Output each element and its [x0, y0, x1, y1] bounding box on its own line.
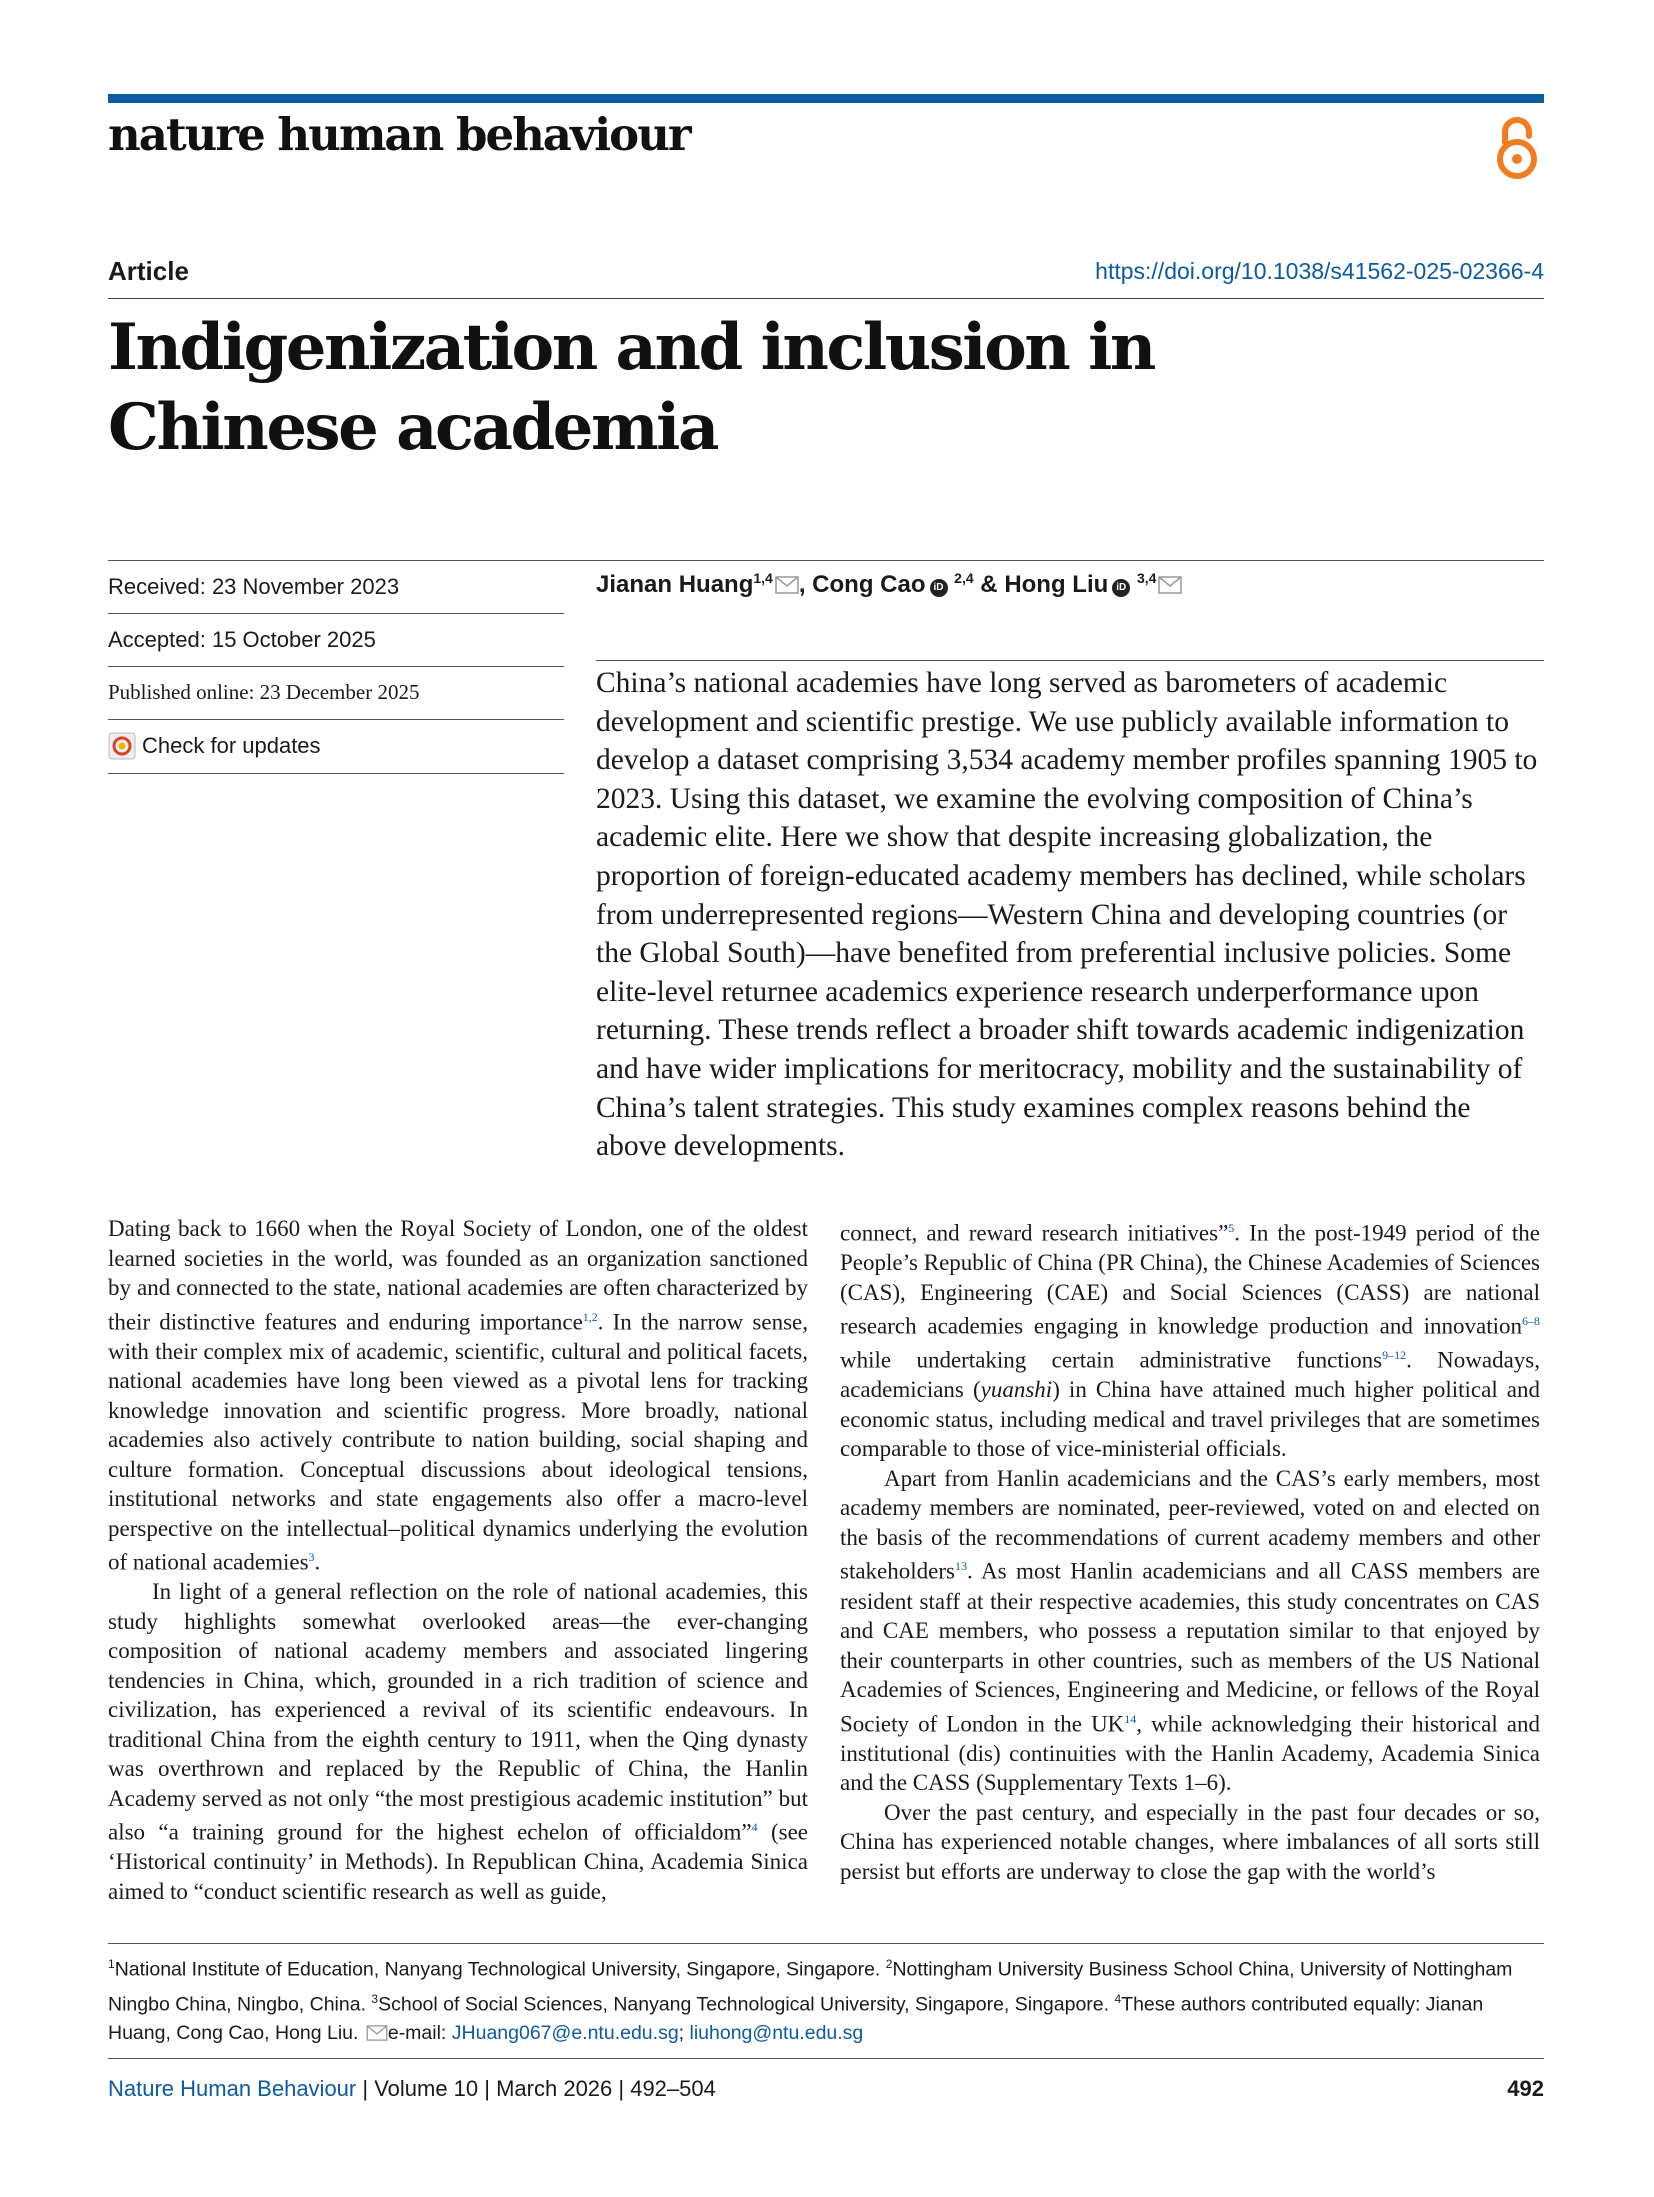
citation-link[interactable]: 13	[954, 1559, 967, 1574]
body-text: ) in China have attained much higher political and economic status, including medical and travel privileges that are sometimes comparable to those of vice-ministerial officials.	[840, 1377, 1541, 1462]
affiliation-number: 4	[1114, 1991, 1122, 2006]
divider	[108, 560, 1544, 561]
citation-link[interactable]: 1,2	[582, 1309, 598, 1324]
body-text: connect, and reward research initiatives”	[840, 1220, 1229, 1246]
affiliations	[108, 1950, 1544, 2048]
citation-link[interactable]: 5	[1228, 1221, 1235, 1235]
journal-header-bar	[108, 94, 1544, 103]
accepted-date: Accepted: 15 October 2025	[108, 627, 376, 652]
author-separator: ,	[798, 571, 813, 598]
affiliation-number: 3	[371, 1991, 379, 2006]
author-affiliation-ref: 2,4	[954, 570, 974, 586]
body-text: . As most Hanlin academicians and all CASS members are resident staff at their respective academies, this study concentrates on CAS and CAE members, who possess a reputation similar to that enjoyed by their counterparts in other countries, such as members of the US National Academies of Sciences, Engineering and Medicine, or fellows of the Royal Society of London in the UK	[840, 1559, 1540, 1737]
affiliation-text: National Institute of Education, Nanyang Technological University, Singapore, Singapore.	[114, 1958, 886, 1981]
page-number: 492	[1507, 2076, 1544, 2101]
check-updates-label: Check for updates	[142, 733, 321, 758]
orcid-icon[interactable]: iD	[930, 579, 948, 597]
body-text: . Nowadays, academicians (	[840, 1347, 1540, 1403]
check-for-updates-link[interactable]	[108, 732, 568, 760]
author-name[interactable]: Hong Liu	[1004, 571, 1109, 598]
published-date: Published online: 23 December 2025	[108, 680, 420, 704]
citation-link[interactable]: 3	[308, 1550, 315, 1565]
body-column-right	[840, 1214, 1540, 1886]
citation-link[interactable]: 6–8	[1522, 1314, 1540, 1329]
footer-journal-link[interactable]: Nature Human Behaviour	[108, 2076, 357, 2101]
footer-citation	[108, 2076, 716, 2102]
divider	[108, 613, 564, 614]
body-text: .	[314, 1549, 321, 1575]
envelope-icon	[366, 2025, 388, 2041]
body-paragraph	[840, 1214, 1540, 1464]
author-list	[596, 570, 1182, 599]
email-label: e-mail:	[387, 2022, 452, 2044]
affiliation-number: 1	[108, 1957, 115, 1971]
divider	[108, 773, 564, 774]
body-paragraph	[108, 1214, 808, 1577]
citation-link[interactable]: 9–12	[1382, 1348, 1407, 1363]
author-name[interactable]: Cong Cao	[812, 571, 926, 598]
body-paragraph: Over the past century, and especially in the past four decades or so, China has experienced notable changes, where imbalances of all sorts still persist but efforts are underway to close the gap with the world’s	[840, 1799, 1540, 1884]
body-paragraph	[840, 1464, 1540, 1798]
author-name[interactable]: Jianan Huang	[596, 571, 754, 598]
journal-name[interactable]: nature human behaviour	[108, 108, 690, 161]
citation-link[interactable]: 14	[1124, 1711, 1137, 1726]
title-line-2: Chinese academia	[108, 390, 717, 465]
body-text: . In the narrow sense, with their complex mix of academic, scientific, cultural and political facets, national academies have long been viewed as a pivotal lens for tracking knowledge innovation and scientific progress. More broadly, national academies also actively contribute to nation building, social shaping and culture formation. Conceptual discussions about ideological tensions, institutional networks and state engagements also offer a macro-level perspective on the intellectual–political dynamics underlying the evolution of national academies	[108, 1309, 808, 1575]
abstract: China’s national academies have long served as barometers of academic development and scientific prestige. We use publicly available information to develop a dataset comprising 3,534 academy member profiles spanning 1905 to 2023. Using this dataset, we examine the evolving composition of China’s academic elite. Here we show that despite increasing globalization, the proportion of foreign-educated academy members has declined, while scholars from underrepresented regions—Western China and developing countries (or the Global South)—have benefited from preferential inclusive policies. Some elite-level returnee academics experience research underperformance upon returning. These trends reflect a broader shift towards academic indigenization and have wider implications for meritocracy, mobility and the sustainability of China’s talent strategies. This study examines complex reasons behind the above developments.	[596, 667, 1538, 1163]
affiliation-number: 2	[885, 1957, 893, 1971]
author-separator: &	[973, 571, 1005, 598]
email-separator: ;	[678, 2022, 690, 2044]
doi-link[interactable]: https://doi.org/10.1038/s41562-025-02366-4	[1095, 258, 1544, 284]
affiliation-text: Nottingham University Business School China, University of Nottingham Ningbo China, Ningbo, China.	[108, 1958, 1513, 2015]
article-type: Article	[108, 256, 189, 286]
divider	[596, 660, 1544, 661]
open-access-lock-icon[interactable]	[1492, 112, 1542, 182]
divider	[108, 298, 1544, 299]
envelope-icon[interactable]	[1158, 576, 1182, 594]
received-date: Received: 23 November 2023	[108, 574, 400, 599]
body-text-italic: yuanshi	[980, 1377, 1053, 1403]
body-text: , while acknowledging their historical and institutional (dis) continuities with the Hanlin Academy, Academia Sinica and the CASS (Supplementary Texts 1–6).	[840, 1711, 1540, 1796]
body-paragraph	[108, 1577, 808, 1906]
author-affiliation-ref: 3,4	[1136, 570, 1157, 586]
citation-link[interactable]: 4	[751, 1820, 758, 1835]
title-line-1: Indigenization and inclusion in	[108, 310, 1154, 385]
author-affiliation-ref: 1,4	[753, 570, 773, 586]
body-text: (see ‘Historical continuity’ in Methods). In Republican China, Academia Sinica aimed to “conduct scientific research as well as guide,	[108, 1819, 808, 1904]
divider	[108, 2058, 1544, 2059]
body-text: In light of a general reflection on the role of national academies, this study highlights somewhat overlooked areas—the ever-changing composition of national academy members and associated lingering tendencies in China, which, grounded in a rich tradition of science and civilization, has experienced a revival of its scientific endeavours. In traditional China from the eighth century to 1911, when the Qing dynasty was overthrown and replaced by the Republic of China, the Hanlin Academy served as not only “the most prestigious academic institution” but also “a training ground for the highest echelon of officialdom”	[108, 1579, 808, 1845]
article-title	[108, 308, 1308, 468]
email-link[interactable]: liuhong@ntu.edu.sg	[689, 2022, 864, 2044]
body-text: while undertaking certain administrative functions	[840, 1347, 1383, 1373]
orcid-icon[interactable]: iD	[1112, 579, 1130, 597]
body-text: Apart from Hanlin academicians and the CAS’s early members, most academy members are nominated, peer-reviewed, voted on and elected on the basis of the recommendations of current academy members and other stakeholders	[840, 1465, 1540, 1585]
footer-issue-details: | Volume 10 | March 2026 | 492–504	[356, 2076, 716, 2101]
divider	[108, 719, 564, 720]
body-text: . In the post-1949 period of the People’s Republic of China (PR China), the Chinese Academies of Sciences (CAS), Engineering (CAE) and Social Sciences (CASS) are national research academies engaging in knowledge production and innovation	[840, 1220, 1540, 1339]
body-text: Dating back to 1660 when the Royal Society of London, one of the oldest learned societies in the world, was founded as an organization sanctioned by and connected to the state, national academies are often characterized by their distinctive features and enduring importance	[108, 1216, 808, 1335]
affiliation-text: School of Social Sciences, Nanyang Technological University, Singapore, Singapore.	[378, 1993, 1115, 2015]
divider	[108, 1943, 1544, 1944]
check-updates-icon	[108, 732, 136, 760]
body-column-left	[108, 1214, 808, 1906]
divider	[108, 666, 564, 667]
affiliation-text: These authors contributed equally: Jianan Huang, Cong Cao, Hong Liu.	[108, 1993, 1484, 2044]
email-link[interactable]: JHuang067@e.ntu.edu.sg	[451, 2022, 679, 2044]
envelope-icon[interactable]	[775, 576, 799, 594]
